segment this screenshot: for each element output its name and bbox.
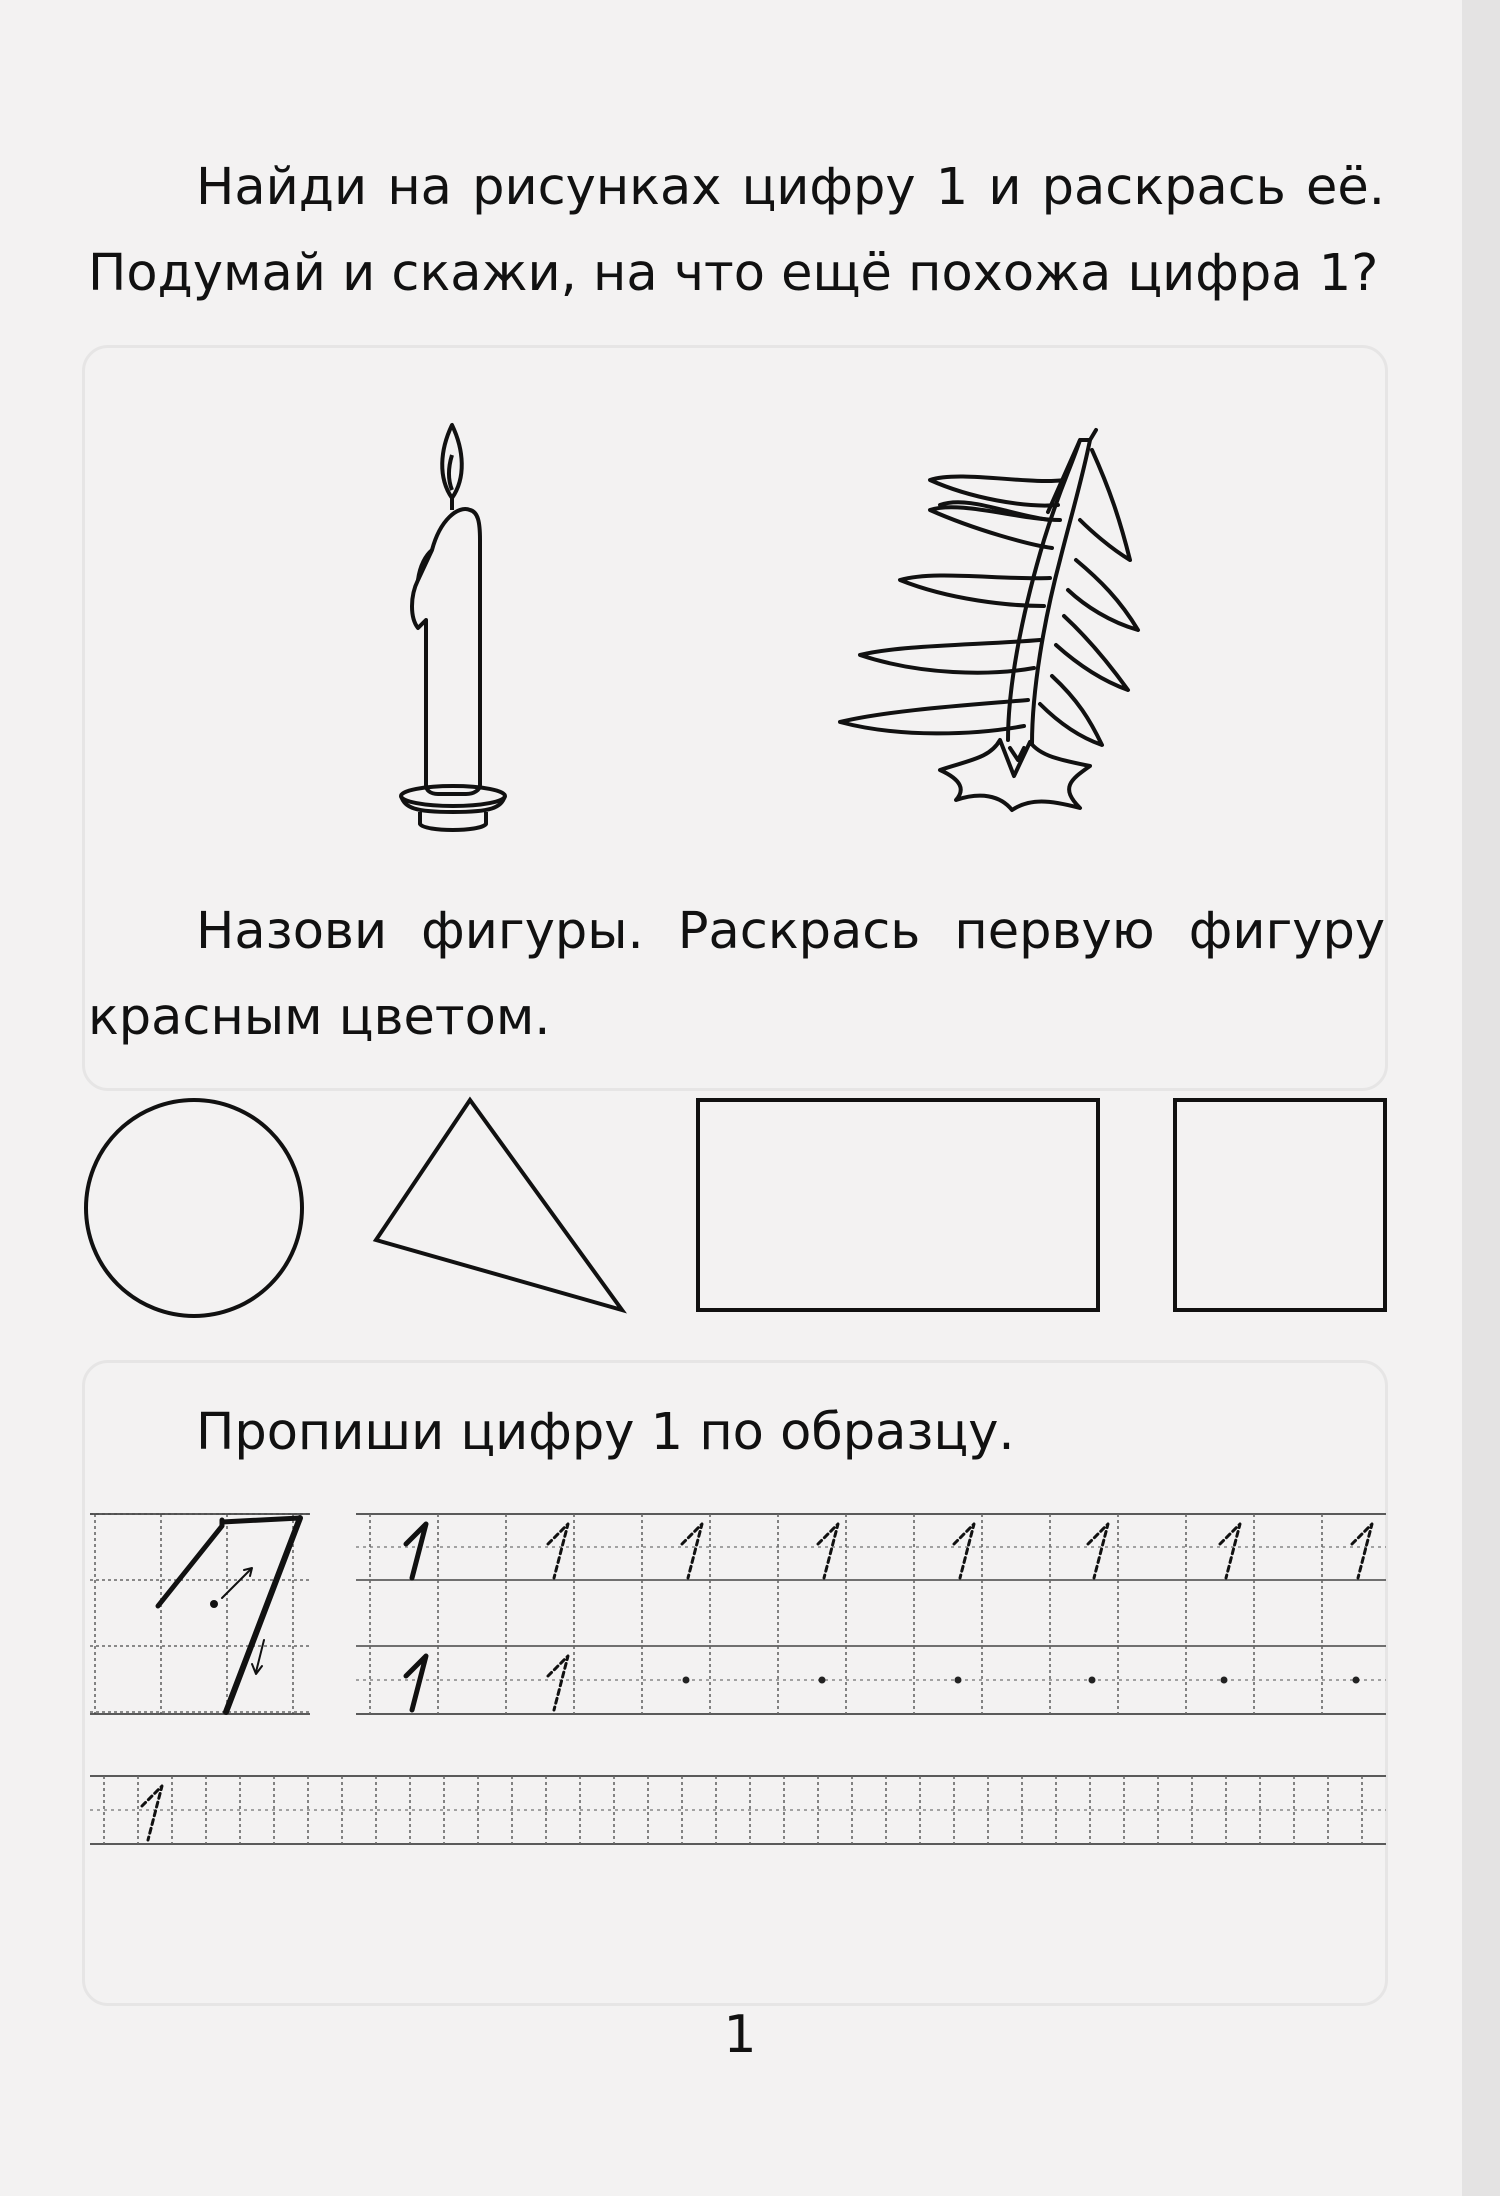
start-dot — [210, 1600, 218, 1608]
practice-digit-dashed — [818, 1524, 838, 1578]
sample-digit-hook — [158, 1520, 222, 1606]
practice-digit-dashed — [1088, 1524, 1108, 1578]
start-dot — [1089, 1677, 1096, 1684]
practice-digit-solid — [406, 1524, 426, 1578]
task-1-instruction: Найди на рисунках цифру 1 и раскрась её. Подумай и скажи, на что ещё похожа цифра 1? — [88, 158, 1385, 303]
practice-digit-dashed — [548, 1524, 568, 1578]
practice-digit-dashed — [1220, 1524, 1240, 1578]
page-number: 1 — [723, 2005, 757, 2065]
practice-digit-dashed — [142, 1786, 162, 1840]
sample-digit-stem — [226, 1518, 300, 1712]
start-dot — [1221, 1677, 1228, 1684]
task-2-instruction: Назови фигуры. Раскрась первую фигуру красным цветом. — [88, 902, 1385, 1047]
start-dot — [683, 1677, 690, 1684]
start-dot — [819, 1677, 826, 1684]
practice-digit-solid — [406, 1656, 426, 1710]
sample-digit-top — [222, 1518, 300, 1522]
start-dot — [955, 1677, 962, 1684]
practice-digit-dashed — [682, 1524, 702, 1578]
task-3-instruction: Пропиши цифру 1 по образцу. — [196, 1403, 1015, 1462]
start-dot — [1353, 1677, 1360, 1684]
practice-digit-dashed — [1352, 1524, 1372, 1578]
practice-digit-dashed — [548, 1656, 568, 1710]
practice-digit-dashed — [954, 1524, 974, 1578]
